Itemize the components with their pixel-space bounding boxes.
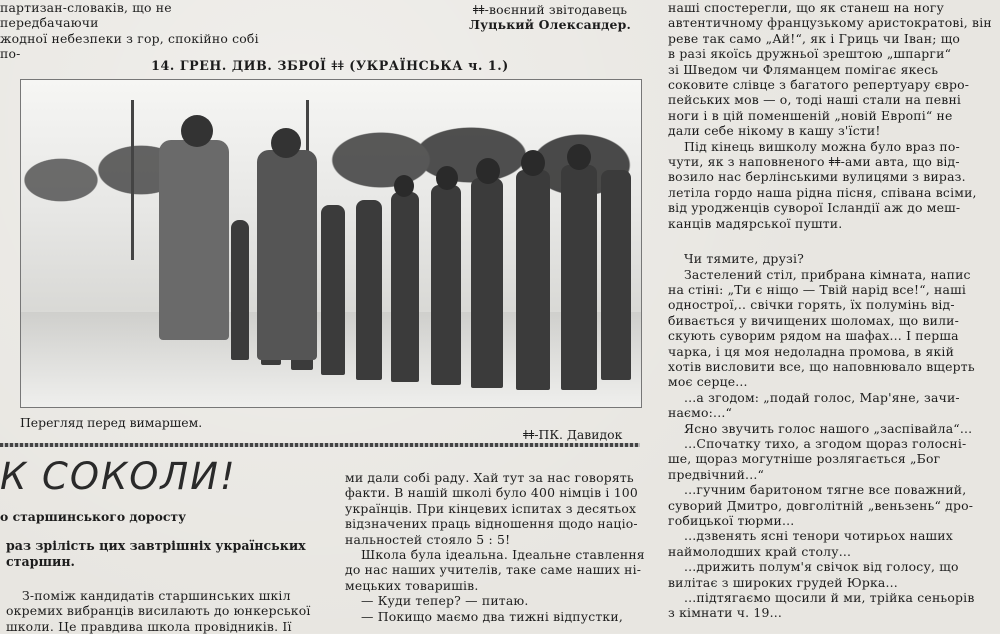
text-line: суворий Дмитро, довголітній „вeньзень“ дро- [668,497,974,513]
text-line: ...гучним баритоном тягне все поважний, [684,482,967,498]
text-line: скують суворим рядом на шафах... І перша [668,328,959,344]
article-subhead: о старшинського дорoсту [0,509,187,524]
byline-block [445,2,655,33]
article-lead [6,538,326,570]
text-line: від уроджeнців суворої Ісландії аж до меш- [668,200,961,216]
text-line: ми дали собі раду. Хай тут за нас говорять [345,470,634,485]
text-line: З-поміж кандидатів старшинських шкіл [22,588,291,603]
photo-officer [257,150,317,360]
text-line: жодної небезпеки з гор, спокійно собі по- [0,30,259,62]
text-line: наємо:...“ [668,405,733,421]
text-line: — Куди тепер? — питаю. [361,593,529,609]
photo-head [476,158,500,184]
text-line: мецьких товаришів. [345,577,479,593]
text-line: Школа була ідеальна. Ідеальне ставлення [361,547,645,563]
text-line: зі Шведом чи Фляманцем помігає якесь [668,61,939,77]
text-line: гобицької тюрми... [668,513,795,528]
photo-label-left: Перегляд перед вимаршем. [20,415,203,430]
text-line: чути, як з наповненого ǂǂ-ами авта, що від- [668,154,960,170]
right-column [668,0,1000,621]
text-line: автентичному французькому аристократові, він [668,15,992,31]
text-line: возило нас берлінськими вулицями з вираз. [668,169,966,185]
top-left-text [0,0,260,62]
text-line: школи. Це правдива школа провідників. Ії [6,618,292,634]
text-line: ...дрижить полум'я свічок від голосу, що [684,559,959,575]
photo-soldier [356,200,382,380]
byline-role: ǂǂ-воєнний звітодавець [472,2,628,17]
text-line: соковите слівце з багатого репертуару євро- [668,77,970,93]
text-line: однострої,.. свічки горять, їх полумінь від- [668,297,955,313]
text-line: Чи тямите, друзі? [684,251,805,267]
photo-soldier [516,170,550,390]
text-line: бивається у вичищених шоломах, що вили- [668,312,959,328]
photo-head [181,115,213,147]
photo-head [521,150,545,176]
text-line: Застелений стіл, прибрана кімната, напис [684,266,971,282]
divider-rule [0,443,640,447]
photo-soldier [431,185,461,385]
text-line: нальностей стояло 5 : 5! [345,531,511,547]
photo-soldier [471,178,503,388]
photo-head [436,166,458,190]
photo-head [567,144,591,170]
text-line: партизан-словаків, що не передбачаючи [0,0,172,31]
text-line: вилітає з широких грудей Юрка... [668,574,898,590]
text-line: раз зрілість цих завтрішніх українських [6,538,306,553]
photo-caption: 14. ГРЕН. ДИВ. ЗБРОЇ ǂǂ (УКРАЇНСЬКА ч. 1.) [151,58,509,73]
photo-head [394,175,414,197]
text-line: ...Спочатку тихо, а згодом щораз голосні- [684,435,967,451]
photo-soldier [321,205,345,375]
spacer [668,231,1000,251]
photo-officer [159,140,229,340]
text-line: українців. При кінцевих іспитах з десятьох [345,500,637,516]
text-line: наші спостерегли, що як станеш на ногу [668,0,944,15]
text-line: реве так само „Ай!“, як і Гриць чи Іван; що [668,30,961,46]
article-headline: К СОКОЛИ! [0,455,237,498]
text-line: факти. В нашій школі було 400 німців і 100 [345,485,638,501]
text-line: дали себе нікому в кашу з'їсти! [668,123,881,139]
text-line: в разі якоїсь дружньої зрештою „шпарги“ [668,46,952,62]
text-line: ...дзвенять ясні тенори чотирьох наших [684,528,953,544]
photo-head [271,128,301,158]
text-line: до нас наших учителів, таке саме наших ні- [345,562,642,578]
text-line: хотів висловити все, що наповнювало вщерть [668,358,975,374]
text-line: ...підтягаємо щосили й ми, трійка сеньорів [684,590,975,606]
photo-soldier [231,220,249,360]
byline-name: Луцький Олександер. [468,17,632,33]
text-line: летіла гордо наша рідна пісня, співана всіми, [668,184,977,200]
text-line: старшин. [6,554,75,569]
photo-soldier [601,170,631,380]
text-line: пейських мов — о, тоді наші стали на певні [668,92,962,108]
text-line: чарка, і ця моя недоладна промова, в якій [668,343,955,359]
article-left-column [6,588,326,634]
text-line: ...а згодом: „подай голос, Мар'яне, зачи- [684,389,960,405]
text-line: — Покищо маємо два тижні відпустки, [361,608,623,624]
photo-parade [20,79,642,408]
text-line: на стіні: „Ти є ніщо — Твій нарід все!“, наші [668,281,966,297]
text-line: Під кінець вишколу можна було враз по- [684,138,960,154]
text-line: з кімнати ч. 19... [668,605,782,621]
article-middle-column [345,470,655,624]
text-line: канців мадярської пушти. [668,215,843,231]
photo-label-right: ǂǂ-ПК. Давидок [523,427,623,442]
text-line: відзначених праць відношення щодо націо- [345,516,638,532]
text-line: ше, щораз могутніше розлягається „Бог [668,451,941,467]
text-line: Ясно звучить голос нашого „заспівайла“... [684,420,973,436]
text-line: моє серце... [668,374,748,390]
text-line: окремих вибранців висилають до юнкерської [6,603,311,619]
photo-soldier [391,192,419,382]
photo-soldier [561,165,597,390]
text-line: наймолодших край столу... [668,543,852,559]
text-line: предвічний...“ [668,466,765,482]
photo-pole [131,100,134,260]
text-line: ноги і в цій поменшеній „новій Европі“ не [668,107,953,123]
